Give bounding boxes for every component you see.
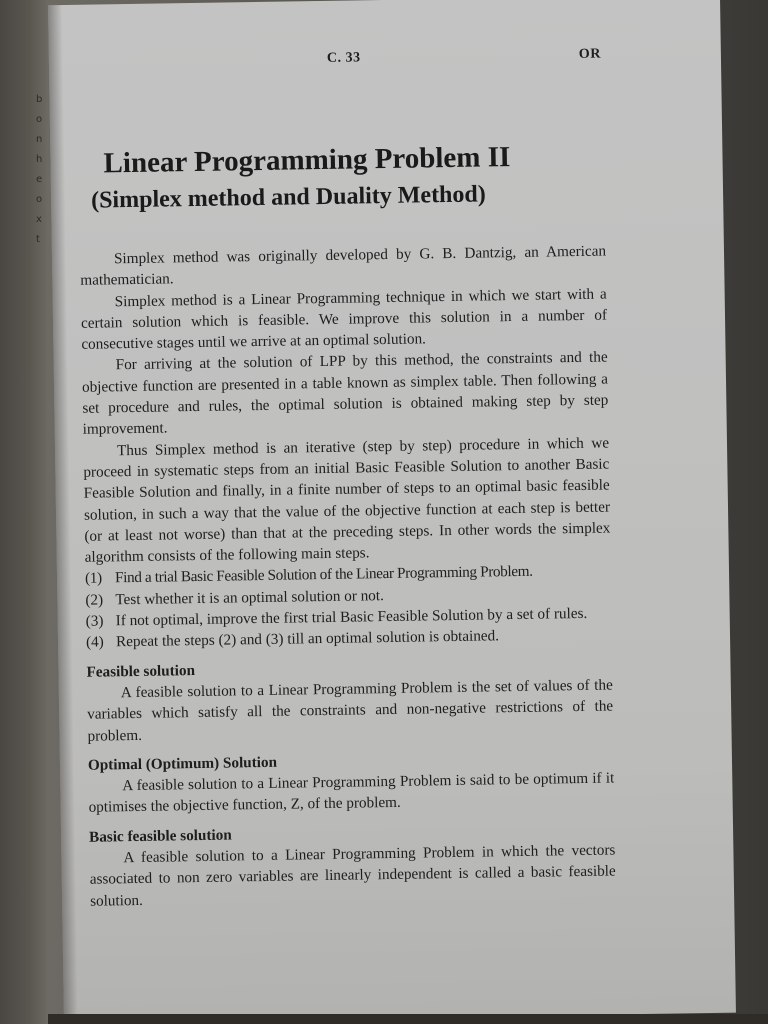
page-body	[80, 241, 616, 912]
running-head-label: OR	[578, 46, 601, 62]
paragraph-definition: Simplex method is a Linear Programming technique in which we start with a certain solution which is feasible. We improve this solution in a number of consecutive stages until we arrive at an optimal solution.	[80, 285, 608, 353]
paragraph-iterative: Thus Simplex method is an iterative (step by step) procedure in which we proceed in systematic steps from an initial Basic Feasible Solution to another Basic Feasible Solution and finally, in a finite number of steps to an optimal basic feasible solution, in such a way that the value of the objective function at each step is better (or at least not worse) than that at the preceding steps. In other words the simplex algorithm consists of the following main steps.	[83, 434, 611, 566]
paragraph-intro: Simplex method was originally developed by G. B. Dantzig, an American mathematician.	[80, 242, 607, 290]
step-text: Find a trial Basic Feasible Solution of the Linear Programming Problem.	[114, 563, 533, 587]
section-heading-feasible: Feasible solution	[86, 661, 196, 681]
desk-edge	[48, 1014, 768, 1024]
book-page	[48, 0, 736, 1023]
step-number: (1)	[84, 569, 102, 588]
chapter-title: Linear Programming Problem II	[103, 141, 511, 180]
step-text: Repeat the steps (2) and (3) till an optimal solution is obtained.	[115, 627, 500, 651]
section-text-basic-feasible: A feasible solution to a Linear Programming Problem in which the vectors associated to non zero variables are linearly independent is called a basic feasible solution.	[89, 841, 616, 910]
step-number: (4)	[85, 633, 104, 652]
section-heading-basic-feasible: Basic feasible solution	[88, 826, 232, 846]
section-text-optimal: A feasible solution to a Linear Programming Problem is said to be optimum if it optimises the objective function, Z, of the problem.	[88, 769, 615, 817]
section-heading-optimal: Optimal (Optimum) Solution	[87, 753, 278, 774]
section-text-feasible: A feasible solution to a Linear Programming Problem is the set of values of the variables which satisfy all the constraints and non-negative restrictions of the problem.	[87, 676, 614, 745]
step-number: (2)	[85, 591, 104, 609]
chapter-subtitle: (Simplex method and Duality Method)	[90, 181, 486, 214]
page-code: C. 33	[326, 50, 361, 66]
step-text: Test whether it is an optimal solution or not.	[115, 586, 384, 609]
step-number: (3)	[85, 612, 104, 630]
page-gutter-shadow	[48, 5, 78, 1023]
previous-page-edge: b o n h e o x t	[36, 94, 43, 245]
steps-list	[85, 560, 612, 653]
step-text: If not optimal, improve the first trial Basic Feasible Solution by a set of rules.	[115, 604, 588, 630]
paragraph-simplex-table: For arriving at the solution of LPP by this method, the constraints and the objective function are presented in a table known as simplex table. Then following a set procedure and rules, the optimal solution is obtained making step by step improvement.	[81, 349, 609, 439]
chapter-heading	[90, 136, 651, 219]
